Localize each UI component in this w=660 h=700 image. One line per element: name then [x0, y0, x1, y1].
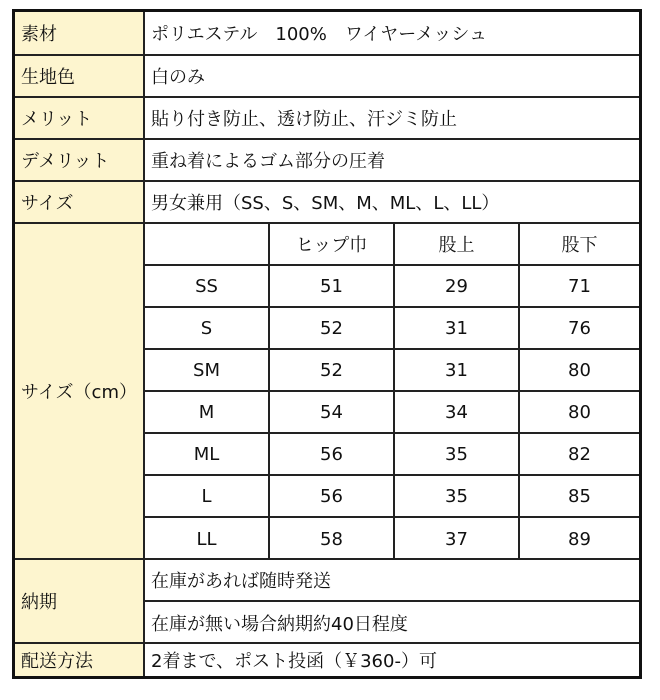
table-cell: SM: [145, 350, 270, 390]
value-shipping: 2着まで、ポスト投函（￥360-）可: [151, 651, 437, 672]
table-cell: 34: [395, 392, 520, 432]
table-cell: L: [145, 476, 270, 516]
table-cell: 52: [270, 308, 395, 348]
value-demerit: 重ね着によるゴム部分の圧着: [151, 151, 385, 172]
table-cell: M: [145, 392, 270, 432]
header-cell: 股下: [561, 235, 598, 256]
value-size: 男女兼用（SS、S、SM、M、ML、L、LL）: [151, 193, 500, 214]
table-cell: LL: [145, 518, 270, 560]
row-size: [15, 182, 639, 224]
table-cell: 76: [568, 317, 591, 339]
row-size-table: [15, 224, 639, 560]
label-size-cm: サイズ（cm）: [15, 224, 145, 558]
table-cell: 35: [395, 434, 520, 474]
table-cell: SS: [145, 266, 270, 306]
table-cell: 71: [568, 275, 591, 297]
table-cell: 82: [568, 443, 591, 465]
table-cell: S: [145, 308, 270, 348]
label-demerit: デメリット: [15, 140, 145, 180]
table-cell: 56: [270, 476, 395, 516]
table-cell: ML: [145, 434, 270, 474]
label-color: 生地色: [15, 56, 145, 96]
value-color: 白のみ: [151, 67, 205, 88]
label-material: 素材: [15, 12, 145, 54]
header-cell: [145, 224, 270, 264]
table-row: [145, 308, 639, 350]
header-cell: 股上: [395, 224, 520, 264]
row-material: [15, 12, 639, 56]
table-cell: 31: [395, 308, 520, 348]
header-cell: ヒップ巾: [270, 224, 395, 264]
table-row: [145, 476, 639, 518]
table-cell: 37: [395, 518, 520, 560]
table-cell: 54: [270, 392, 395, 432]
table-row: [145, 350, 639, 392]
label-shipping: 配送方法: [15, 644, 145, 676]
table-cell: 80: [568, 359, 591, 381]
table-cell: 29: [395, 266, 520, 306]
table-row: [145, 266, 639, 308]
table-cell: 58: [270, 518, 395, 560]
table-cell: 56: [270, 434, 395, 474]
row-merit: [15, 98, 639, 140]
table-cell: 31: [395, 350, 520, 390]
table-cell: 80: [568, 401, 591, 423]
row-delivery: [15, 560, 639, 644]
size-table-header: [145, 224, 639, 266]
spec-table: [12, 9, 642, 679]
delivery-line: 在庫が無い場合納期約40日程度: [151, 614, 408, 635]
table-row: [145, 392, 639, 434]
table-cell: 89: [568, 528, 591, 550]
value-material: ポリエステル 100% ワイヤーメッシュ: [151, 24, 488, 45]
value-merit: 貼り付き防止、透け防止、汗ジミ防止: [151, 109, 457, 130]
table-cell: 52: [270, 350, 395, 390]
table-row: [145, 434, 639, 476]
row-color: [15, 56, 639, 98]
label-merit: メリット: [15, 98, 145, 138]
table-cell: 51: [270, 266, 395, 306]
delivery-line: 在庫があれば随時発送: [145, 560, 639, 602]
row-demerit: [15, 140, 639, 182]
label-size: サイズ: [15, 182, 145, 222]
table-row: [145, 518, 639, 560]
table-cell: 35: [395, 476, 520, 516]
label-delivery: 納期: [15, 560, 145, 642]
row-shipping: [15, 644, 639, 676]
table-cell: 85: [568, 485, 591, 507]
